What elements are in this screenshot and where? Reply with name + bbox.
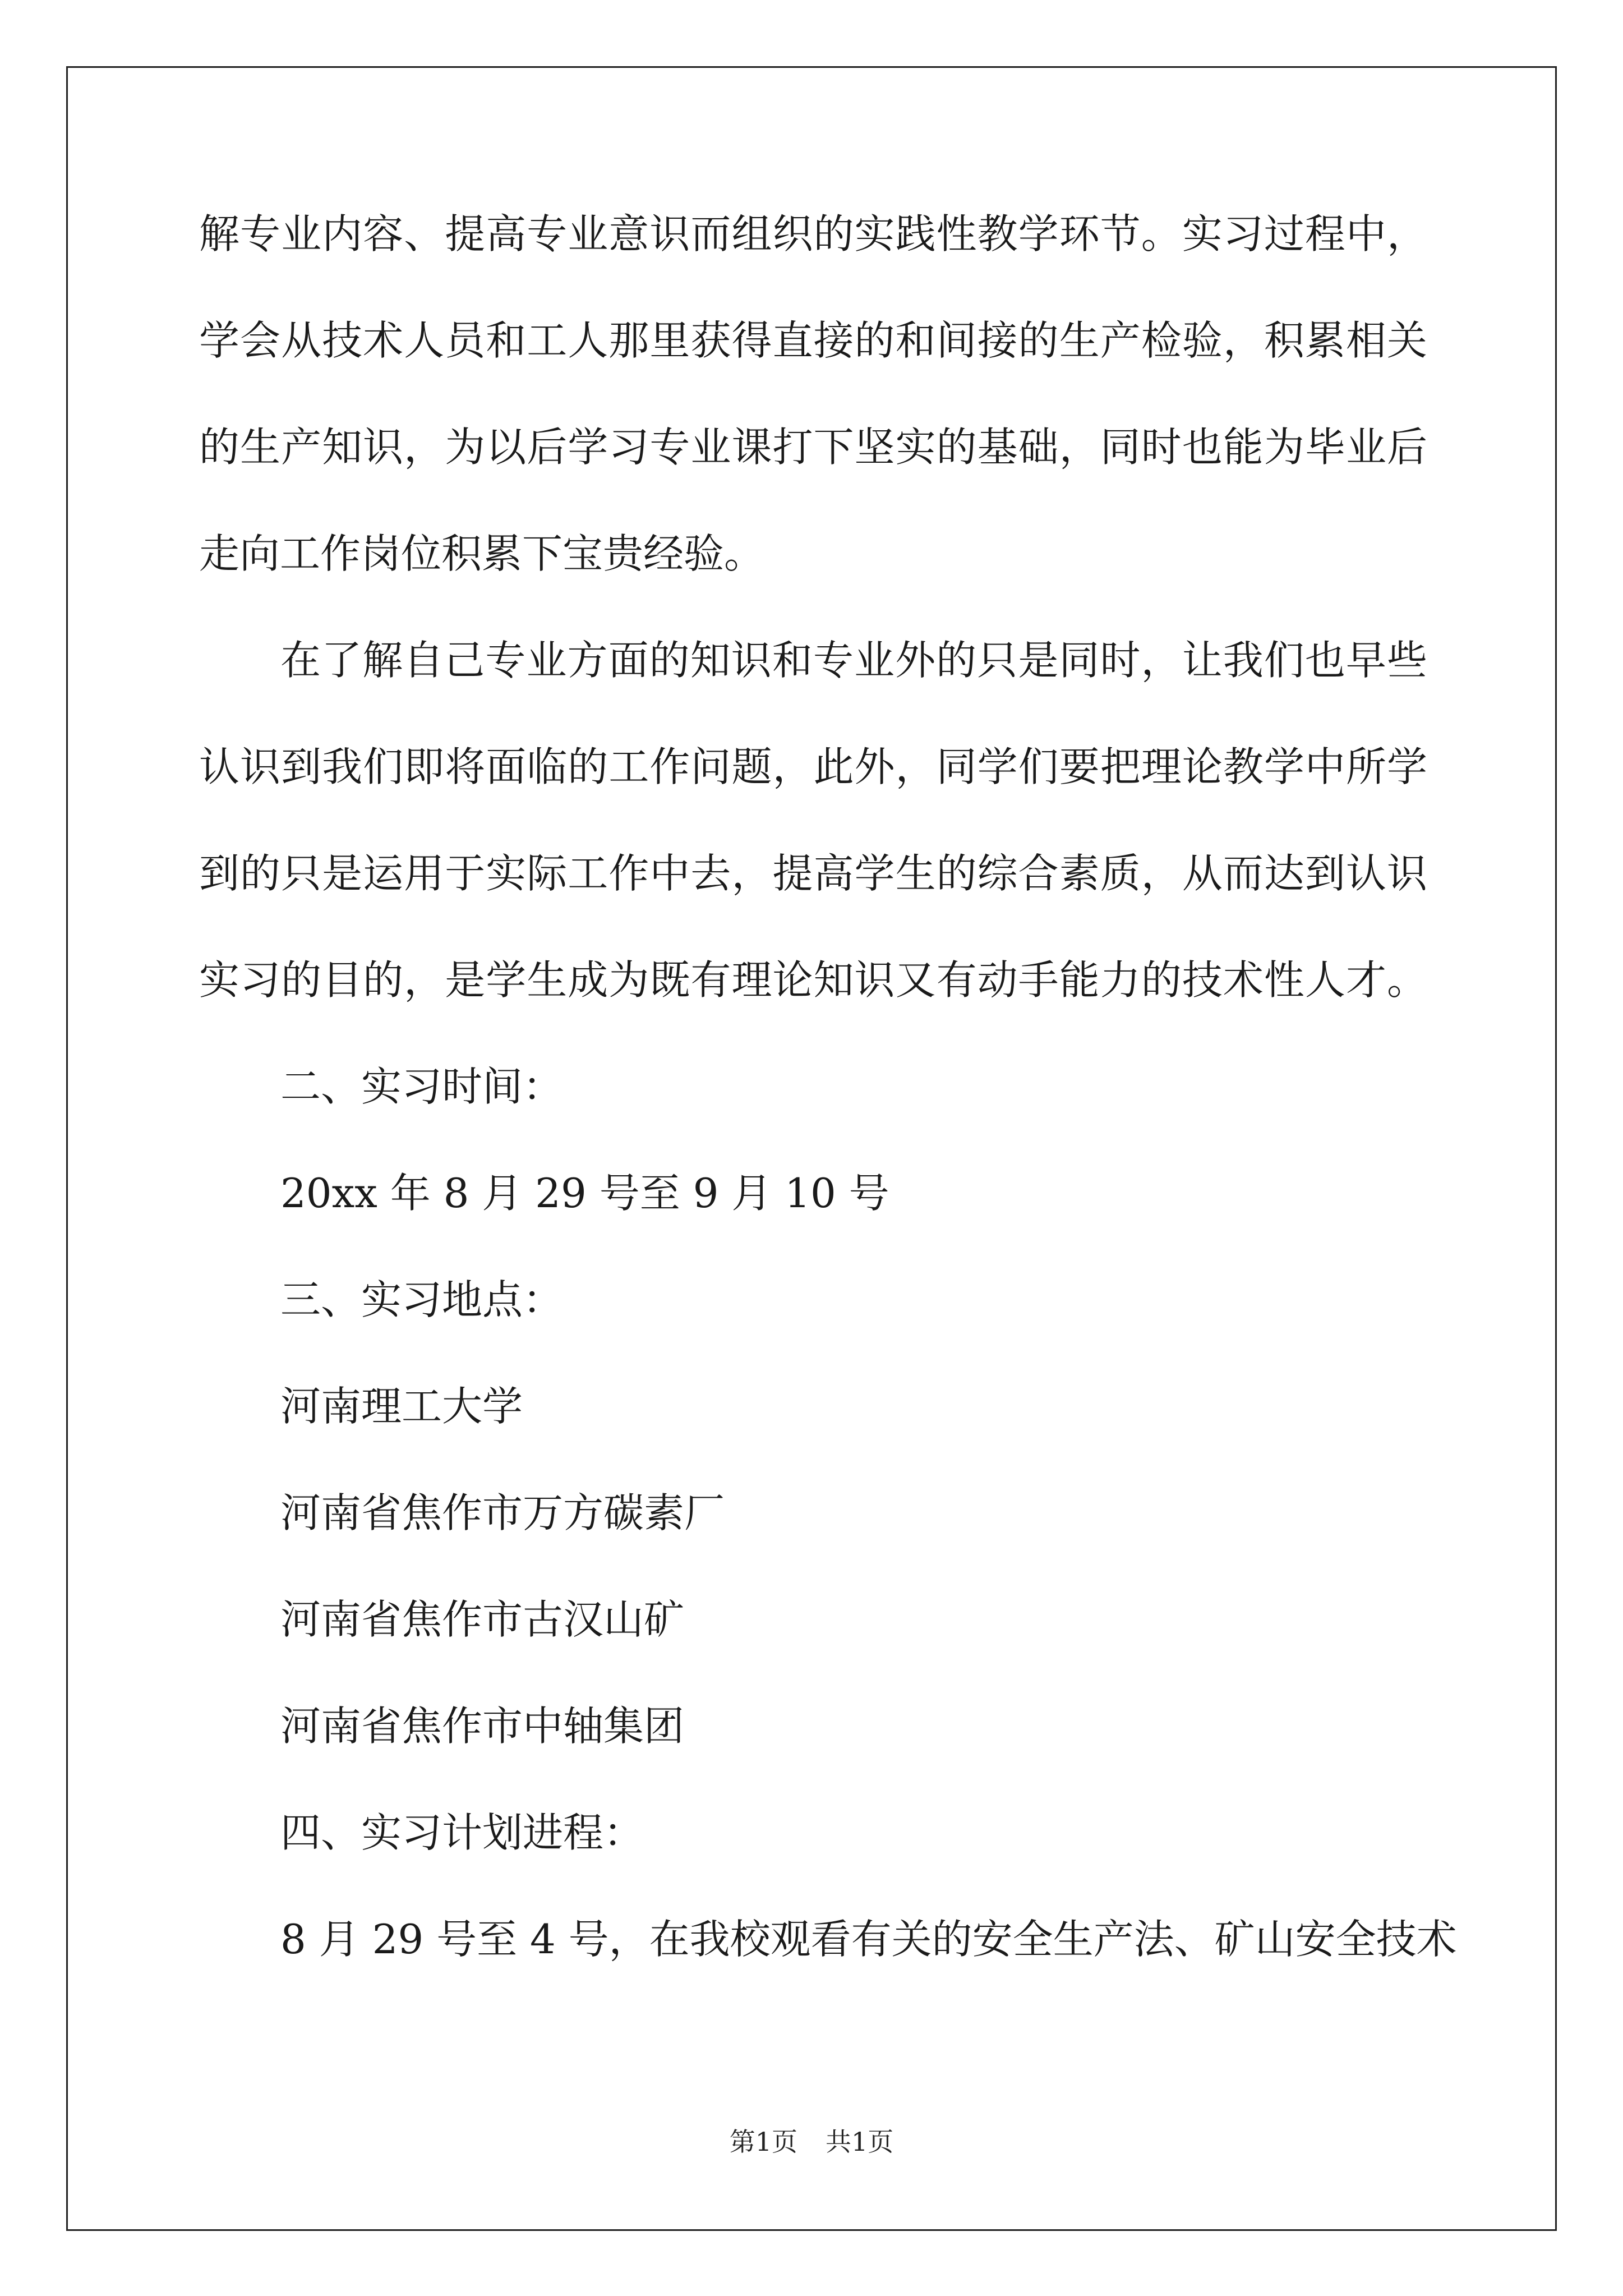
text-line: 认识到我们即将面临的工作问题，此外，同学们要把理论教学中所学 (199, 743, 1427, 790)
section-heading: 四、实习计划进程： (280, 1809, 644, 1856)
text-line: 在了解自己专业方面的知识和专业外的只是同时，让我们也早些 (280, 637, 1427, 684)
document-body (199, 181, 1457, 1993)
text-line: 8 月 29 号至 4 号，在我校观看有关的安全生产法、矿山安全技术 (280, 1916, 1457, 1963)
text-line: 河南省焦作市万方碳素厂 (280, 1489, 725, 1536)
text-line: 河南省焦作市中轴集团 (280, 1703, 685, 1750)
page-total: 共1页 (826, 2127, 894, 2157)
text-line: 解专业内容、提高专业意识而组织的实践性教学环节。实习过程中， (199, 210, 1427, 257)
page-footer (0, 2125, 1623, 2159)
page-number: 第1页 (729, 2127, 797, 2157)
section-heading: 三、实习地点： (280, 1276, 564, 1323)
text-line: 实习的目的，是学生成为既有理论知识又有动手能力的技术性人才。 (199, 956, 1427, 1004)
text-line: 到的只是运用于实际工作中去，提高学生的综合素质，从而达到认识 (199, 850, 1427, 897)
text-line: 河南省焦作市古汉山矿 (280, 1596, 685, 1643)
text-line: 20xx 年 8 月 29 号至 9 月 10 号 (280, 1170, 889, 1217)
text-line: 学会从技术人员和工人那里获得直接的和间接的生产检验，积累相关 (199, 317, 1427, 364)
section-heading: 二、实习时间： (280, 1063, 564, 1110)
text-line: 河南理工大学 (280, 1383, 523, 1430)
text-line: 的生产知识，为以后学习专业课打下坚实的基础，同时也能为毕业后 (199, 424, 1427, 471)
text-line: 走向工作岗位积累下宝贵经验。 (199, 530, 765, 577)
